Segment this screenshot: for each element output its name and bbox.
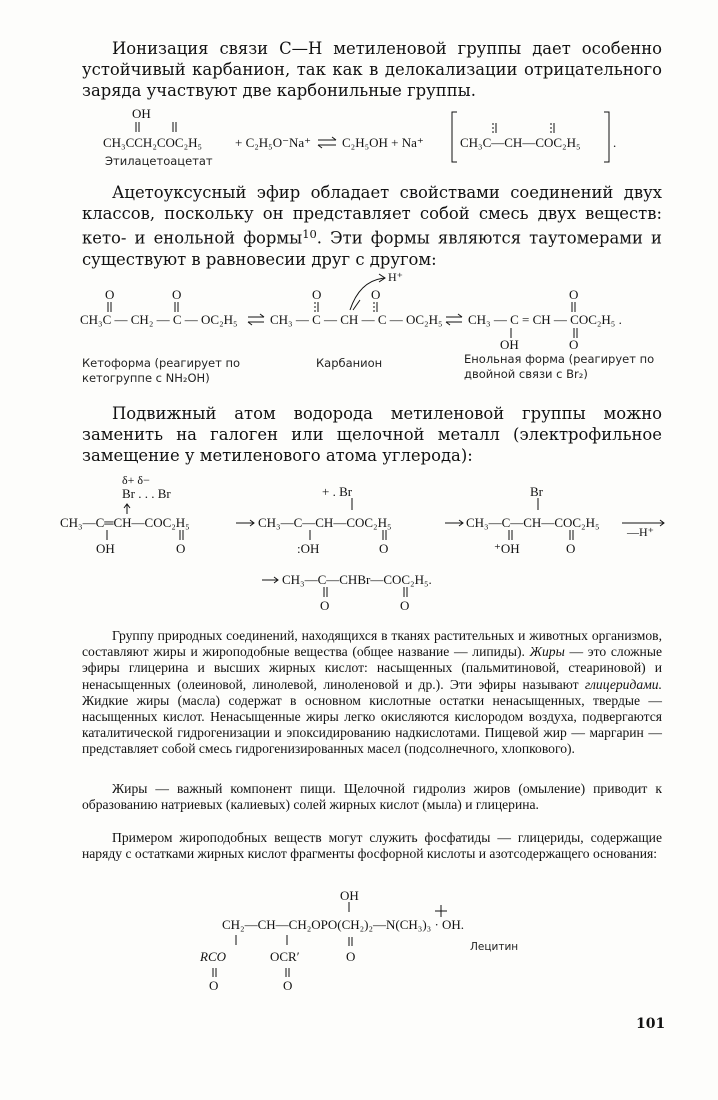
paragraph-lipids xyxy=(82,628,662,758)
eq3-plus-br: + . Br xyxy=(322,484,353,499)
eq2-oh-enol: OH xyxy=(500,337,519,352)
lecithin-main: CH₂—CH—CH₂OPO(CH₂)₂—N(CH₃)₃ · OH. xyxy=(222,917,465,932)
paragraph-phosphatides: Примером жироподобных веществ могут служить фосфатиды — глицериды, содержащие наряду с остатками жирных кислот фрагменты фосфорной кислоты и азотсодержащего основания: xyxy=(82,830,662,862)
eq3-step1: CH₃—C═CH—COC₂H₅ xyxy=(60,515,190,530)
eq1-reactant: CH₃CCH₂COC₂H₅ xyxy=(103,135,203,150)
para4-term-glycerides: глицеридами. xyxy=(584,676,662,692)
eq1-product: C₂H₅OH + Na⁺ xyxy=(342,135,424,150)
eq3-br3: Br xyxy=(530,484,543,499)
para4-e: Жидкие жиры (масла) содержат в основном кислотные остатки ненасыщенных, твердые — насыщенных кислот. Ненасыщенные жиры легко окисляются кислородом воздуха, подвергаются каталитической гидрогенизации и эпоксидированию надкислотами. Пищевой жир — маргарин — представляет собой смесь гидрогенизированных масел (подсолнечного, хлопкового). xyxy=(82,692,662,757)
eq2-enol: CH₃ — C = CH — COC₂H₅ . xyxy=(468,312,622,327)
lecithin-o-ocr: O xyxy=(283,978,293,993)
eq2-o-carb1: O xyxy=(312,287,322,302)
equation-ionization-bonds xyxy=(0,0,718,180)
eq2-keto: CH₃C — CH₂ — C — OC₂H₅ xyxy=(80,312,238,327)
eq3-o4a: O xyxy=(320,598,330,613)
para2-end: . Эти формы являются таутомерами и существуют в равновесии друг с другом: xyxy=(82,228,662,269)
para4-term-fats: Жиры xyxy=(529,644,565,660)
eq1-o-1: OH xyxy=(132,106,151,121)
eq2-o-enol: O xyxy=(569,287,579,302)
lecithin-rco: RCO xyxy=(200,949,226,964)
paragraph-ionization: Ионизация связи С—Н метиленовой группы дает особенно устойчивый карбанион, так как в делокализации отрицательного заряда участвуют две карбонильные группы. xyxy=(82,39,662,100)
eq3-delta: δ+ δ− xyxy=(122,473,150,487)
lecithin-bonds xyxy=(0,880,718,1000)
eq2-caption-carbanion: Карбанион xyxy=(316,356,383,370)
lecithin-oh: OH xyxy=(340,888,359,903)
para4-a: Группу природных соединений, находящихся в тканях растительных и животных организмов, составляют жиры и жироподобные вещества (общее название — липиды). xyxy=(82,628,662,660)
footnote-ref: 10 xyxy=(302,227,317,241)
eq1-period: . xyxy=(613,135,617,150)
lecithin-ocr: OCR′ xyxy=(270,949,300,964)
eq2-carbanion: CH₃ — C — CH — C — OC₂H₅ xyxy=(270,312,443,327)
eq3-step2: CH₃—C—CH—COC₂H₅ xyxy=(258,515,392,530)
eq1-reagent: + C₂H₅O⁻Na⁺ xyxy=(235,135,311,150)
eq3-o4b: O xyxy=(400,598,410,613)
paragraph-substitution: Подвижный атом водорода метиленовой группы можно заменить на галоген или щелочной металл (электрофильное замещение у метиленового атома углерода): xyxy=(82,404,662,465)
eq3-oh1: OH xyxy=(96,541,115,556)
eq3-oh3: ⁺OH xyxy=(494,541,520,556)
eq3-o3: O xyxy=(566,541,576,556)
eq3-oh2: :OH xyxy=(297,541,320,556)
eq3-step4: CH₃—C—CHBr—COC₂H₅. xyxy=(282,572,432,587)
lecithin-name: Лецитин xyxy=(470,941,519,953)
eq1-anion: CH₃C—CH—COC₂H₅ xyxy=(460,135,581,150)
eq3-o1: O xyxy=(176,541,186,556)
para4-c: — это сложные эфиры глицерина и высших жирных кислот: насыщенных (пальмитиновой, стеариновой) и ненасыщенных (олеиновой, линолевой, линоленовой и др.). Эти эфиры называют xyxy=(82,644,662,692)
page-number: 101 xyxy=(636,1016,666,1032)
equation-tautomerism-bonds xyxy=(0,260,718,360)
paragraph-saponification: Жиры — важный компонент пищи. Щелочной гидролиз жиров (омыление) приводит к образованию натриевых (калиевых) солей жирных кислот (мыла) и глицерина. xyxy=(82,781,662,813)
eq2-o-keto2: O xyxy=(172,287,182,302)
eq3-minus-h: —H⁺ xyxy=(627,525,654,539)
eq3-step3: CH₃—C—CH—COC₂H₅ xyxy=(466,515,600,530)
lecithin-o: O xyxy=(346,949,356,964)
para2-text: Ацетоуксусный эфир обладает свойствами соединений двух классов, поскольку он представляет собой смесь двух веществ: кето- и енольной формы xyxy=(82,183,662,248)
lecithin-o-rco: O xyxy=(209,978,219,993)
eq2-caption-keto: Кетоформа (реагирует по кетогруппе с NH₂OH) xyxy=(82,356,241,385)
eq2-o-enol2: O xyxy=(569,337,579,352)
eq2-o-keto1: O xyxy=(105,287,115,302)
eq2-hplus: H⁺ xyxy=(388,270,403,284)
eq2-caption-enol: Енольная форма (реагирует по двойной связи с Br₂) xyxy=(464,352,655,381)
eq3-br-pair: Br . . . Br xyxy=(122,486,171,501)
eq1-caption: Этилацетоацетат xyxy=(105,154,213,168)
eq2-o-carb2: O xyxy=(371,287,381,302)
paragraph-tautomers xyxy=(82,182,662,270)
eq3-o2: O xyxy=(379,541,389,556)
